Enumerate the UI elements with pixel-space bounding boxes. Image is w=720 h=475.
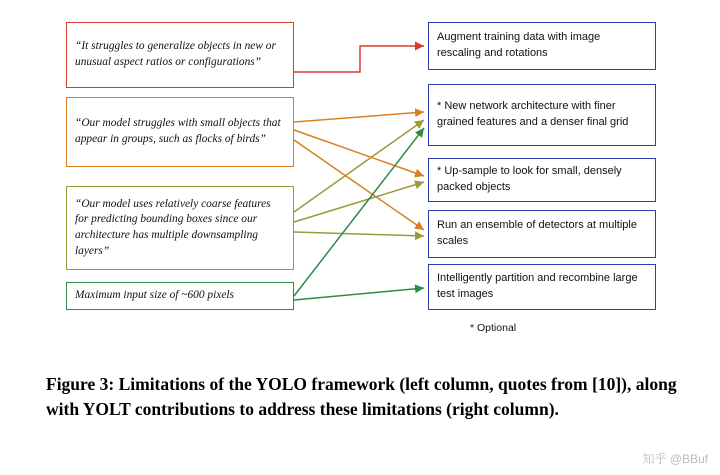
limitation-box-input-size: [66, 282, 294, 310]
contribution-text: * New network architecture with finer grained features and a denser final grid: [437, 100, 629, 128]
limitation-text: “Our model struggles with small objects that appear in groups, such as flocks of birds”: [75, 117, 281, 145]
limitation-box-aspect-ratios: [66, 22, 294, 88]
limitation-box-small-objects: [66, 97, 294, 167]
contribution-text: Intelligently partition and recombine large test images: [437, 272, 638, 300]
figure-caption: Figure 3: Limitations of the YOLO framework (left column, quotes from [10]), along with YOLT contributions to address these limitations (right column).: [46, 374, 677, 419]
limitation-box-coarse-features: [66, 186, 294, 270]
contribution-box-upsample: [428, 158, 656, 202]
contribution-text: Augment training data with image rescaling and rotations: [437, 31, 601, 59]
contribution-box-augment-data: [428, 22, 656, 70]
contribution-box-new-architecture: [428, 84, 656, 146]
optional-legend: * Optional: [470, 322, 517, 334]
contribution-box-ensemble: [428, 210, 656, 258]
contribution-text: * Up-sample to look for small, densely packed objects: [437, 165, 622, 193]
limitation-text: Maximum input size of ~600 pixels: [75, 289, 234, 302]
contribution-box-partition: [428, 264, 656, 310]
watermark-label: 知乎 @BBuf: [642, 452, 708, 466]
limitation-text: “Our model uses relatively coarse features for predicting bounding boxes since our architecture has multiple downsampling layers”: [75, 197, 271, 257]
contribution-text: Run an ensemble of detectors at multiple scales: [437, 219, 637, 247]
limitation-text: “It struggles to generalize objects in new or unusual aspect ratios or configurations”: [75, 40, 276, 68]
